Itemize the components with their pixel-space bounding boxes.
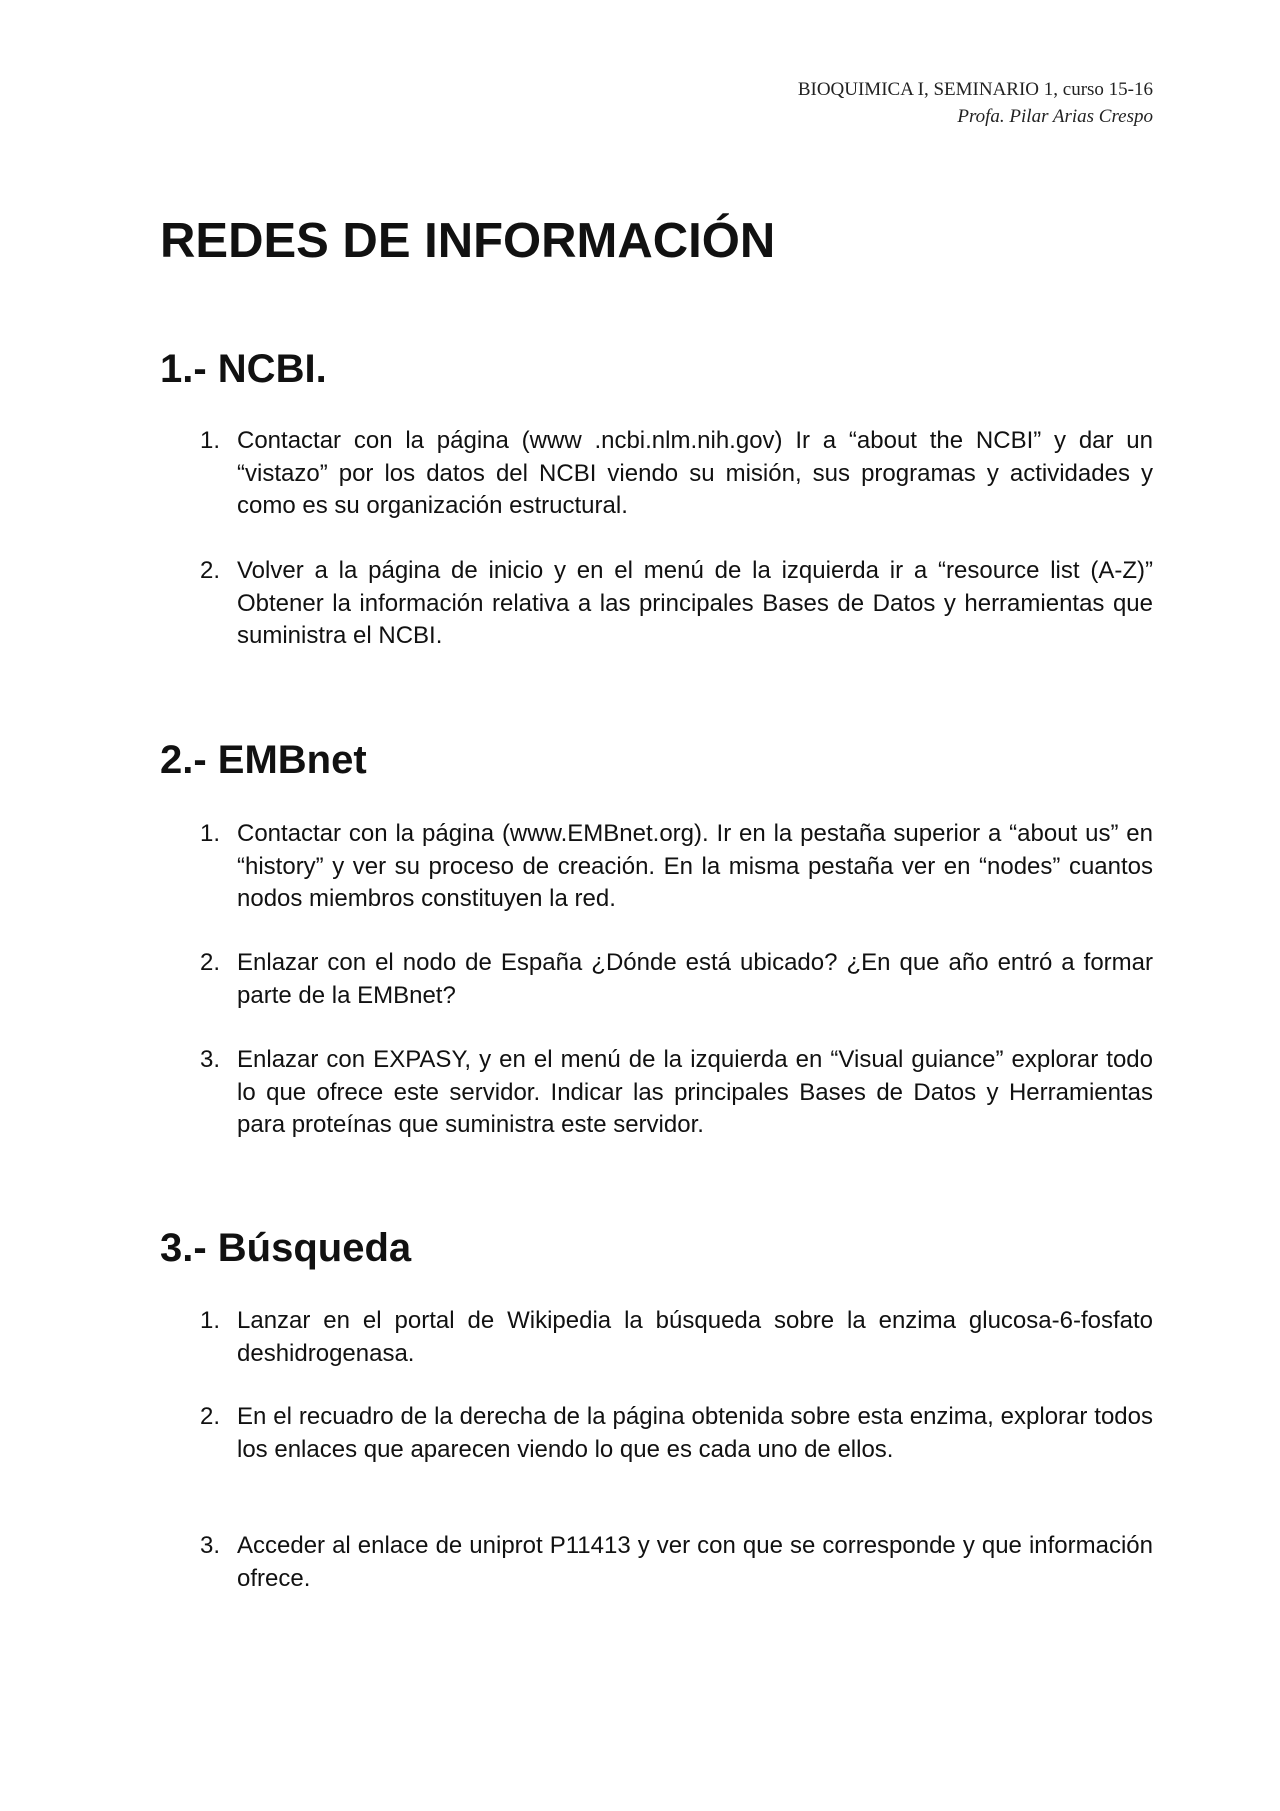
list-item-text: Lanzar en el portal de Wikipedia la búsqueda sobre la enzima glucosa-6-fosfato deshidrogenasa. — [237, 1307, 1153, 1367]
list-item-number: 2. — [200, 949, 221, 976]
list-item-text: Acceder al enlace de uniprot P11413 y ver con que se corresponde y que información ofrece. — [237, 1532, 1153, 1592]
section-heading-embnet: 2.- EMBnet — [160, 738, 367, 782]
list-item — [200, 425, 1153, 523]
section-heading-ncbi: 1.- NCBI. — [160, 347, 327, 391]
document-title: REDES DE INFORMACIÓN — [160, 214, 776, 268]
list-item — [200, 555, 1153, 653]
page-header — [798, 76, 1153, 130]
list-item — [200, 1401, 1153, 1466]
list-item — [200, 818, 1153, 916]
header-professor-line: Profa. Pilar Arias Crespo — [957, 106, 1153, 127]
list-item-number: 1. — [200, 820, 221, 847]
list-item-number: 1. — [200, 427, 221, 454]
list-item-number: 2. — [200, 1403, 221, 1430]
list-item-text: Contactar con la página (www .ncbi.nlm.nih.gov) Ir a “about the NCBI” y dar un “vistazo” por los datos del NCBI viendo su misión, sus programas y actividades y como es su organización estructural. — [237, 427, 1153, 519]
list-item-text: Contactar con la página (www.EMBnet.org). Ir en la pestaña superior a “about us” en “history” y ver su proceso de creación. En la misma pestaña ver en “nodes” cuantos nodos miembros constituyen la red. — [237, 820, 1153, 912]
list-item — [200, 1044, 1153, 1142]
list-item-text: Enlazar con el nodo de España ¿Dónde está ubicado? ¿En que año entró a formar parte de la EMBnet? — [237, 949, 1153, 1009]
list-item — [200, 947, 1153, 1012]
list-item — [200, 1305, 1153, 1370]
list-item-text: Enlazar con EXPASY, y en el menú de la izquierda en “Visual guiance” explorar todo lo que ofrece este servidor. Indicar las principales Bases de Datos y Herramientas para proteínas que suministra este servidor. — [237, 1046, 1153, 1138]
list-item-text: Volver a la página de inicio y en el menú de la izquierda ir a “resource list (A-Z)” Obtener la información relativa a las principales Bases de Datos y herramientas que suministra el NCBI. — [237, 557, 1153, 649]
list-item-number: 3. — [200, 1532, 221, 1559]
list-item-number: 2. — [200, 557, 221, 584]
header-course-line: BIOQUIMICA I, SEMINARIO 1, curso 15-16 — [797, 79, 1153, 100]
list-item — [200, 1530, 1153, 1595]
list-item-text: En el recuadro de la derecha de la página obtenida sobre esta enzima, explorar todos los enlaces que aparecen viendo lo que es cada uno de ellos. — [237, 1403, 1153, 1463]
list-item-number: 3. — [200, 1046, 221, 1073]
section-heading-busqueda: 3.- Búsqueda — [160, 1226, 412, 1270]
list-item-number: 1. — [200, 1307, 221, 1334]
